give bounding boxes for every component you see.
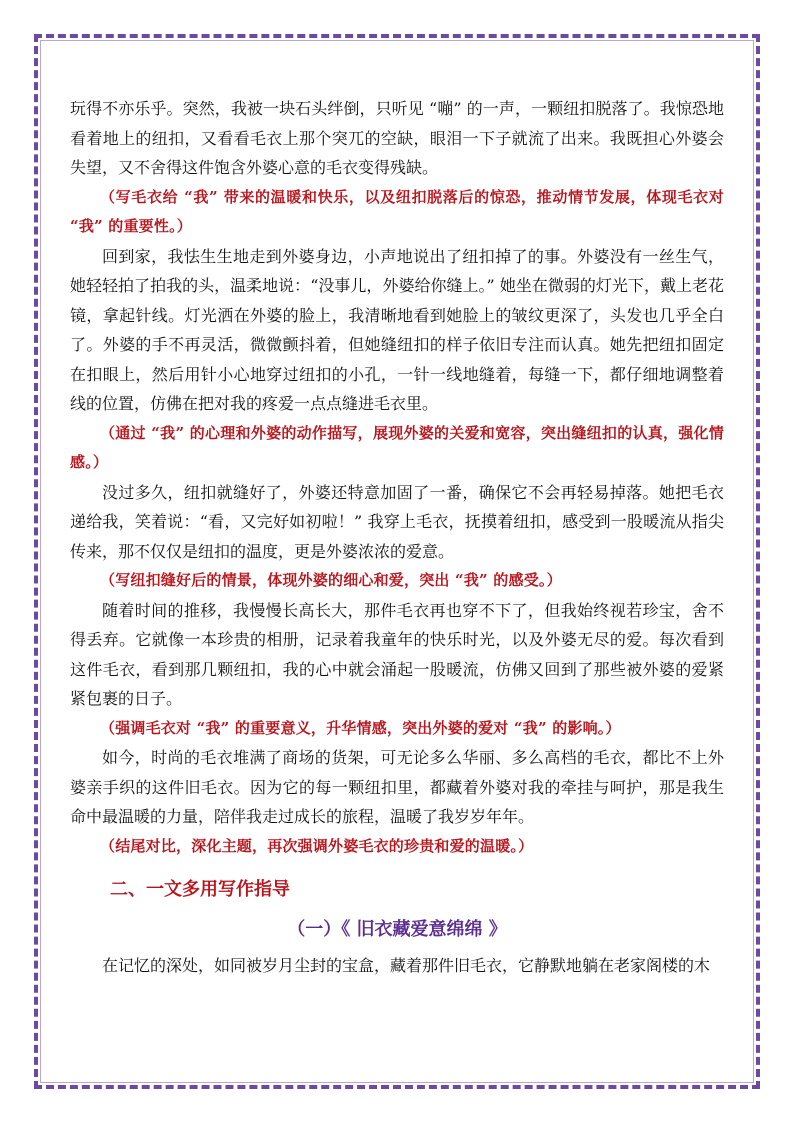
annotation-1: （写毛衣给 “我” 带来的温暖和快乐，以及纽扣脱落后的惊恐，推动情节发展，体现毛衣对 “我” 的重要性。） (70, 187, 724, 235)
paragraph-3: 没过多久，纽扣就缝好了，外婆还特意加固了一番，确保它不会再轻易掉落。她把毛衣递给我，笑着说：“看，又完好如初啦！” 我穿上毛衣，抚摸着纽扣，感受到一股暖流从指尖传来，那不仅仅是纽扣的温度，更是外婆浓浓的爱意。 (70, 482, 724, 561)
annotation-3: （写纽扣缝好后的情景，体现外婆的细心和爱，突出 “我” 的感受。） (100, 571, 562, 589)
sub-heading: （一）《 旧衣藏爱意绵绵 》 (287, 919, 507, 940)
paragraph-4: 随着时间的推移，我慢慢长高长大，那件毛衣再也穿不下了，但我始终视若珍宝，舍不得丢弃。它就像一本珍贵的相册，记录着我童年的快乐时光，以及外婆无尽的爱。每次看到这件毛衣，看到那几颗纽扣，我的心中就会涌起一股暖流，仿佛又回到了那些被外婆的爱紧紧包裹的日子。 (70, 600, 724, 708)
annotation-5: （结尾对比，深化主题，再次强调外婆毛衣的珍贵和爱的温暖。） (100, 836, 534, 855)
annotation-2: （通过 “我” 的心理和外婆的动作描写，展现外婆的关爱和宽容，突出缝纽扣的认真，强化情感。） (70, 423, 724, 471)
document-body (70, 94, 724, 981)
annotation-4: （强调毛衣对 “我” 的重要意义，升华情感，突出外婆的爱对 “我” 的影响。） (100, 718, 621, 737)
paragraph-1: 玩得不亦乐乎。突然，我被一块石头绊倒，只听见 “嘣” 的一声，一颗纽扣脱落了。我惊恐地看着地上的纽扣，又看看毛衣上那个突兀的空缺，眼泪一下子就流了出来。我既担心外婆会失望，又不舍得这件饱含外婆心意的毛衣变得残缺。 (70, 99, 724, 177)
paragraph-6: 在记忆的深处，如同被岁月尘封的宝盒，藏着那件旧毛衣，它静默地躺在老家阁楼的木 (102, 956, 711, 975)
paragraph-5: 如今，时尚的毛衣堆满了商场的货架，可无论多么华丽、多么高档的毛衣，都比不上外婆亲手织的这件旧毛衣。因为它的每一颗纽扣里，都藏着外婆对我的牵挂与呵护，那是我生命中最温暖的力量，陪伴我走过成长的旅程，温暖了我岁岁年年。 (70, 748, 724, 826)
paragraph-2: 回到家，我怯生生地走到外婆身边，小声地说出了纽扣掉了的事。外婆没有一丝生气，她轻轻拍了拍我的头，温柔地说：“没事儿，外婆给你缝上。” 她坐在微弱的灯光下，戴上老花镜，拿起针线。灯光洒在外婆的脸上，我清晰地看到她脸上的皱纹更深了，头发也几乎全白了。外婆的手不再灵活，微微颤抖着，但她缝纽扣的样子依旧专注而认真。她先把纽扣固定在扣眼上，然后用针小心地穿过纽扣的小孔，一针一线地缝着，每缝一下，都仔细地调整着线的位置，仿佛在把对我的疼爱一点点缝进毛衣里。 (70, 246, 724, 413)
section-heading: 二、一文多用写作指导 (110, 879, 290, 900)
